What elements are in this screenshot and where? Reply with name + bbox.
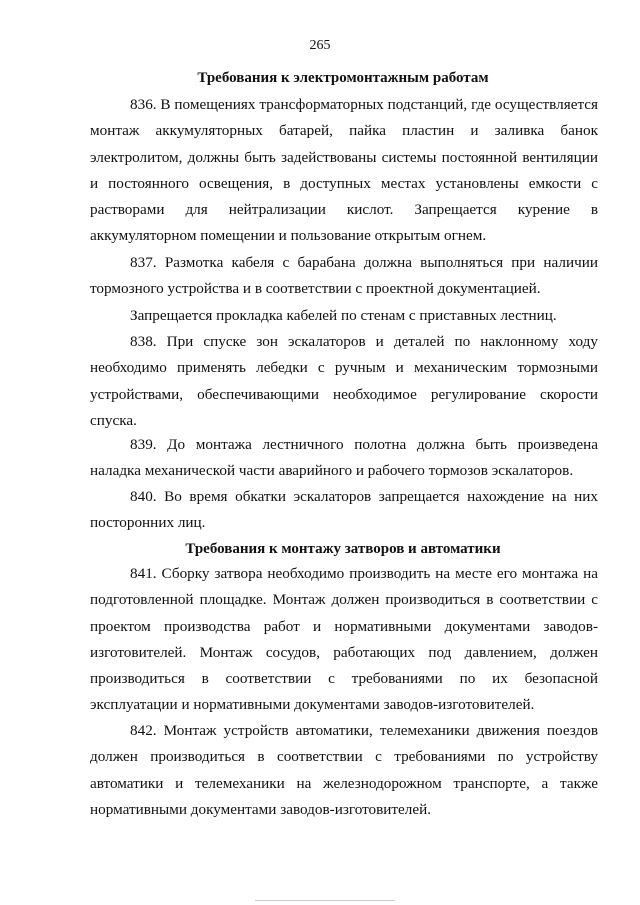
paragraph-838: 838. При спуске зон эскалаторов и деталей по наклонному ходу необходимо применять лебедки с ручным и механическим тормозными устройствами, обеспечивающими необходимое регулирование скорости спуска. — [90, 333, 598, 429]
bottom-rule — [255, 900, 395, 901]
section-heading-gates-automation: Требования к монтажу затворов и автоматики — [185, 541, 501, 557]
paragraph-837: 837. Размотка кабеля с барабана должна выполняться при наличии тормозного устройства и в соответствии с проектной документацией. — [90, 254, 598, 298]
paragraph-839: 839. До монтажа лестничного полотна должна быть произведена наладка механической части аварийного и рабочего тормозов эскалаторов. — [90, 436, 598, 480]
paragraph-842: 842. Монтаж устройств автоматики, телемеханики движения поездов должен производиться в соответствии с требованиями по устройству автоматики и телемеханики на железнодорожном транспорте, а также нормативными документами заводов-изготовителей. — [90, 722, 598, 818]
paragraph-837-prohibition: Запрещается прокладка кабелей по стенам с приставных лестниц. — [130, 307, 557, 324]
paragraph-841: 841. Сборку затвора необходимо производить на месте его монтажа на подготовленной площадке. Монтаж должен производиться в соответствии с проектом производства работ и нормативными документами заводов-изготовителей. Монтаж сосудов, работающих под давлением, должен производиться в соответствии с требованиями по их безопасной эксплуатации и нормативными документами заводов-изготовителей. — [90, 565, 598, 714]
section-heading-electrical: Требования к электромонтажным работам — [197, 70, 489, 86]
page-number: 265 — [309, 38, 331, 53]
paragraph-840: 840. Во время обкатки эскалаторов запрещается нахождение на них посторонних лиц. — [90, 488, 598, 532]
paragraph-836: 836. В помещениях трансформаторных подстанций, где осуществляется монтаж аккумуляторных батарей, пайка пластин и заливка банок электролитом, должны быть задействованы системы постоянной вентиляции и постоянного освещения, в доступных местах установлены емкости с растворами для нейтрализации кислот. Запрещается курение в аккумуляторном помещении и пользование открытым огнем. — [90, 96, 598, 245]
